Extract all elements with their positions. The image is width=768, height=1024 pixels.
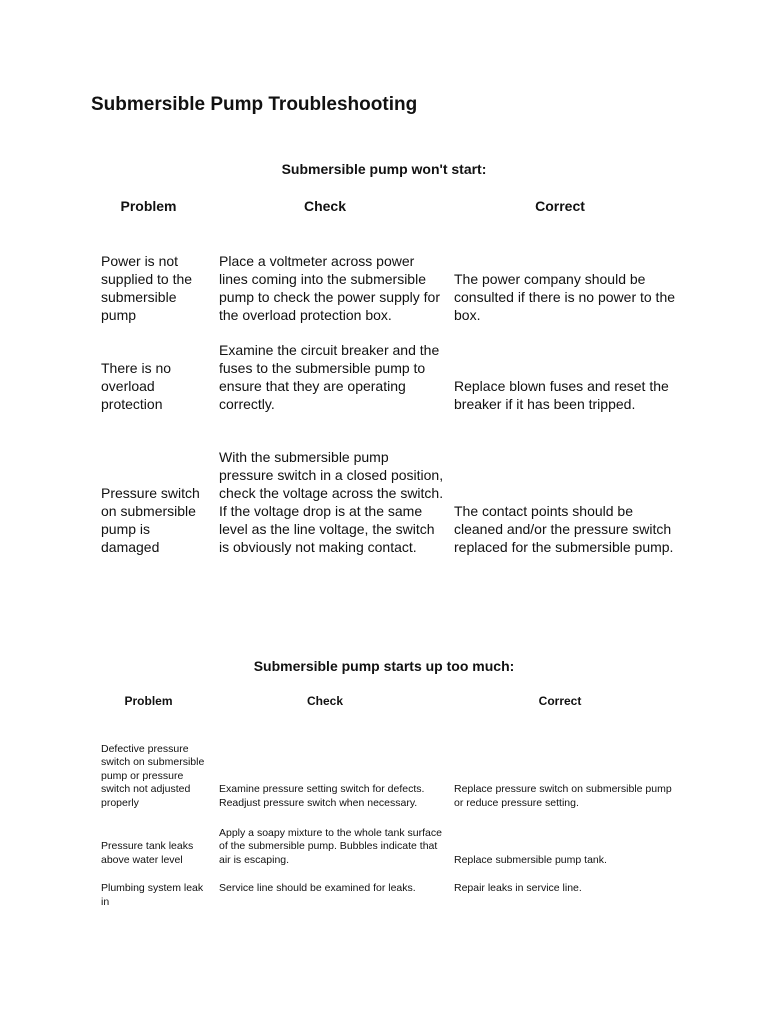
- column-header-problem: Problem: [120, 198, 177, 214]
- cell-correct: Repair leaks in service line.: [454, 882, 582, 894]
- cell-correct: The power company should be consulted if there is no power to the box.: [454, 271, 676, 323]
- table-row: [0, 428, 768, 556]
- cell-check: Place a voltmeter across power lines coming into the submersible pump to check the power supply for the overload protection box.: [219, 253, 441, 323]
- cell-correct: Replace pressure switch on submersible pump or reduce pressure setting.: [454, 783, 672, 809]
- cell-correct: The contact points should be cleaned and/or the pressure switch replaced for the submersible pump.: [454, 503, 674, 555]
- cell-problem: There is no overload protection: [101, 360, 172, 412]
- column-header-correct: Correct: [538, 694, 582, 708]
- cell-problem: Pressure switch on submersible pump is damaged: [101, 485, 200, 555]
- page-title: Submersible Pump Troubleshooting: [91, 94, 418, 115]
- table-row: [0, 825, 768, 867]
- cell-problem: Plumbing system leak in: [101, 882, 204, 908]
- section-heading: Submersible pump won't start:: [281, 161, 487, 177]
- column-header-check: Check: [306, 694, 344, 708]
- cell-correct: Replace blown fuses and reset the breaker if it has been tripped.: [454, 378, 669, 412]
- column-header-problem: Problem: [124, 694, 173, 708]
- table-row: [0, 882, 768, 912]
- cell-check: Apply a soapy mixture to the whole tank surface of the submersible pump. Bubbles indicate that air is escaping.: [219, 826, 442, 866]
- cell-problem: Pressure tank leaks above water level: [101, 840, 194, 866]
- cell-problem: Power is not supplied to the submersible pump: [101, 253, 193, 323]
- cell-check: Examine pressure setting switch for defects. Readjust pressure switch when necessary.: [219, 783, 425, 809]
- cell-problem: Defective pressure switch on submersible pump or pressure switch not adjusted properly: [101, 742, 205, 809]
- column-header-correct: Correct: [535, 198, 585, 214]
- cell-check: Examine the circuit breaker and the fuses to the submersible pump to ensure that they are operating correctly.: [219, 342, 440, 412]
- table-row: [0, 727, 768, 810]
- section-heading: Submersible pump starts up too much:: [253, 658, 515, 674]
- column-header-check: Check: [303, 198, 347, 214]
- cell-check: With the submersible pump pressure switch in a closed position, check the voltage across the switch. If the voltage drop is at the same level as the line voltage, the switch is obviously not making contact.: [219, 449, 444, 555]
- table-row: [0, 339, 768, 413]
- cell-correct: Replace submersible pump tank.: [454, 853, 607, 866]
- cell-check: Service line should be examined for leaks.: [219, 882, 416, 894]
- table-row: [0, 232, 768, 324]
